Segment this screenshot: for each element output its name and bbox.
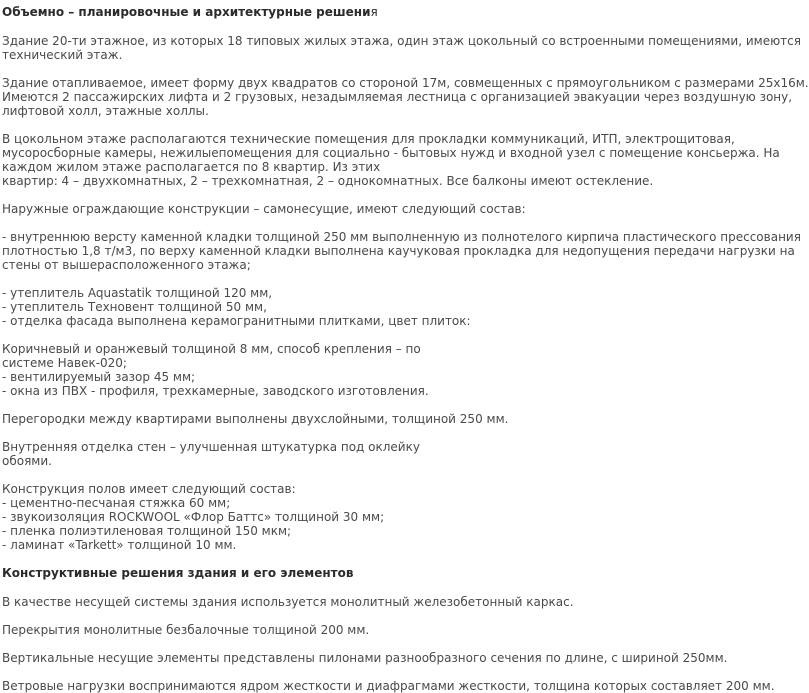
text-line: В качестве несущей системы здания используется монолитный железобетонный каркас. xyxy=(2,595,574,609)
section-heading-architecture xyxy=(2,5,698,19)
text-line: - утеплитель Техновент толщиной 50 мм, xyxy=(2,300,267,314)
heading-text-tail: я xyxy=(370,5,378,19)
paragraph xyxy=(2,202,698,216)
text-line: Коричневый и оранжевый толщиной 8 мм, способ крепления – по xyxy=(2,342,421,356)
text-line: мусоросборные камеры, нежилыепомещения для социально - бытовых нужд и входной узел с помещение консьержа. На xyxy=(2,146,780,160)
paragraph xyxy=(2,286,698,328)
text-line: - утеплитель Aquastatik толщиной 120 мм, xyxy=(2,286,273,300)
architecture-section xyxy=(2,34,809,552)
text-line: Наружные ограждающие конструкции – самонесущие, имеют следующий состав: xyxy=(2,202,526,216)
text-line: Конструкция полов имеет следующий состав: xyxy=(2,482,296,496)
text-line: Перегородки между квартирами выполнены двухслойными, толщиной 250 мм. xyxy=(2,412,509,426)
paragraph xyxy=(2,595,698,609)
paragraph xyxy=(2,76,809,118)
paragraph xyxy=(2,679,775,693)
structure-section xyxy=(2,595,775,693)
paragraph xyxy=(2,651,728,665)
text-line: плотностью 1,8 т/м3, по верху каменной кладки выполнена каучуковая прокладка для недопущения передачи нагрузки на xyxy=(2,244,795,258)
text-line: Внутренняя отделка стен – улучшенная штукатурка под оклейку xyxy=(2,440,420,454)
paragraph xyxy=(2,412,698,426)
text-line: - пленка полиэтиленовая толщиной 150 мкм; xyxy=(2,524,292,538)
text-line: Здание отапливаемое, имеет форму двух квадратов со стороной 17м, совмещенных с прямоугольником с размерами 25х16м. xyxy=(2,76,809,90)
text-line: квартир: 4 – двухкомнатных, 2 – трехкомнатная, 2 – однокомнатных. Все балконы имеют остекление. xyxy=(2,174,654,188)
text-line: - отделка фасада выполнена керамогранитными плитками, цвет плиток: xyxy=(2,314,471,328)
paragraph xyxy=(2,482,698,552)
text-line: Здание 20-ти этажное, из которых 18 типовых жилых этажа, один этаж цокольный со встроенными помещениями, имеются xyxy=(2,34,801,48)
text-line: - ламинат «Tarkett» толщиной 10 мм. xyxy=(2,538,237,552)
text-line: Вертикальные несущие элементы представлены пилонами разнообразного сечения по длине, с шириной 250мм. xyxy=(2,651,728,665)
text-line: - окна из ПВХ - профиля, трехкамерные, заводского изготовления. xyxy=(2,384,429,398)
text-line: системе Навек-020; xyxy=(2,356,127,370)
text-line: - звукоизоляция ROCKWOOL «Флор Баттс» толщиной 30 мм; xyxy=(2,510,385,524)
heading-text: Объемно – планировочные и архитектурные решени xyxy=(2,5,371,19)
text-line: каждом жилом этаже располагается по 8 квартир. Из этих xyxy=(2,160,381,174)
text-line: - вентилируемый зазор 45 мм; xyxy=(2,370,196,384)
paragraph xyxy=(2,623,698,637)
text-line: - цементно-песчаная стяжка 60 мм; xyxy=(2,496,231,510)
text-line: стены от вышерасположенного этажа; xyxy=(2,258,251,272)
text-line: Имеются 2 пассажирских лифта и 2 грузовых, незадымляемая лестница с организацией эвакуации через воздушную зону, xyxy=(2,90,793,104)
text-line: технический этаж. xyxy=(2,48,123,62)
text-line: лифтовой холл, этажные холлы. xyxy=(2,104,209,118)
text-line: В цокольном этаже располагаются технические помещения для прокладки коммуникаций, ИТП, электрощитовая, xyxy=(2,132,735,146)
paragraph xyxy=(2,34,801,62)
paragraph xyxy=(2,132,780,188)
paragraph xyxy=(2,230,801,272)
text-line: Перекрытия монолитные безбалочные толщиной 200 мм. xyxy=(2,623,370,637)
paragraph xyxy=(2,440,698,468)
text-line: обоями. xyxy=(2,454,52,468)
paragraph xyxy=(2,342,698,398)
section-heading-structure: Конструктивные решения здания и его элементов xyxy=(2,566,354,580)
text-line: - внутреннюю версту каменной кладки толщиной 250 мм выполненную из полнотелого кирпича пластического прессования xyxy=(2,230,801,244)
text-line: Ветровые нагрузки воспринимаются ядром жесткости и диафрагмами жесткости, толщина которых составляет 200 мм. xyxy=(2,679,775,693)
